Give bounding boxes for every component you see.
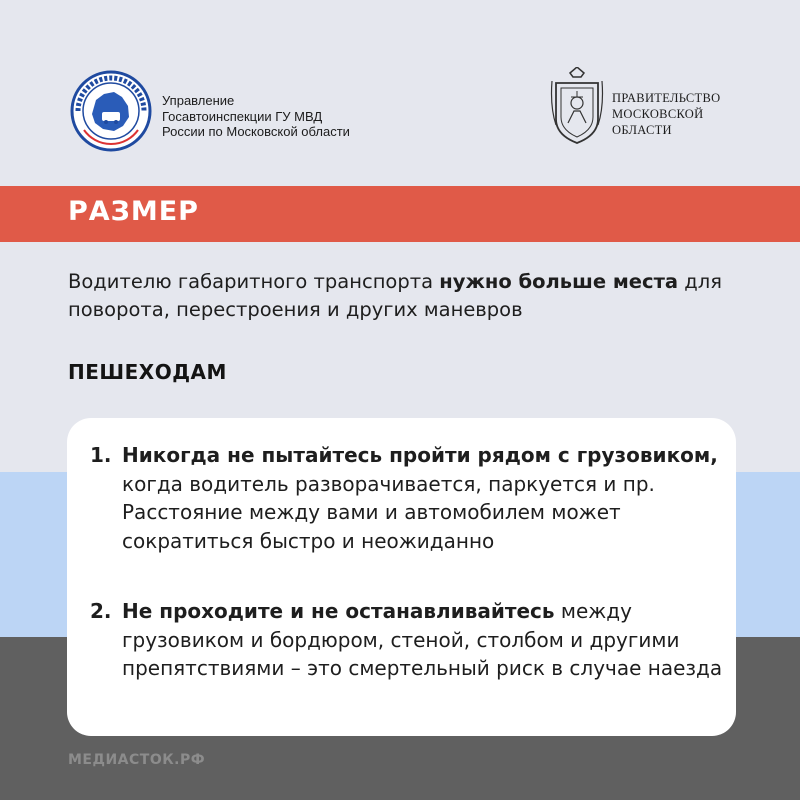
gov-line-1: ПРАВИТЕЛЬСТВО [612,91,721,105]
list-item-text: когда водитель разворачивается, паркуется и пр. Расстояние между вами и автомобилем может сократиться быстро и неожиданно [122,471,655,553]
list-item-number: 2. [90,599,112,623]
list-item [90,441,730,555]
list-item [90,597,730,683]
list-item-body [122,597,730,683]
gibdd-org-name [162,93,350,140]
intro-text-2: для поворота, перестроения и других маневров [68,270,722,321]
gov-line-2: МОСКОВСКОЙ [612,107,704,121]
footer-source: МЕДИАСТОК.РФ [68,752,206,768]
title-band [0,186,800,242]
gov-org-name [612,90,720,138]
gibdd-line-3: России по Московской области [162,124,350,139]
list-item-body [122,441,730,555]
gibdd-line-1: Управление [162,93,235,108]
list-item-number: 1. [90,443,112,467]
list-item-text: между грузовиком и бордюром, стеной, столбом и другими препятствиями – это смертельный риск в случае наезда [122,599,723,680]
gov-line-3: ОБЛАСТИ [612,123,672,137]
section-heading: ПЕШЕХОДАМ [68,360,227,384]
intro-text-bold: нужно больше места [439,270,679,293]
gibdd-line-2: Госавтоинспекции ГУ МВД [162,108,323,124]
gibdd-logo-icon [70,70,152,152]
list-item-bold: Не проходите и не останавливайтесь [122,599,555,623]
moscow-oblast-emblem-icon [550,67,604,145]
page-title: РАЗМЕР [68,196,199,227]
list-item-bold: Никогда не пытайтесь пройти рядом с грузовиком, [122,443,718,467]
intro-text-1: Водителю габаритного транспорта [68,270,440,293]
intro-paragraph [68,268,768,324]
